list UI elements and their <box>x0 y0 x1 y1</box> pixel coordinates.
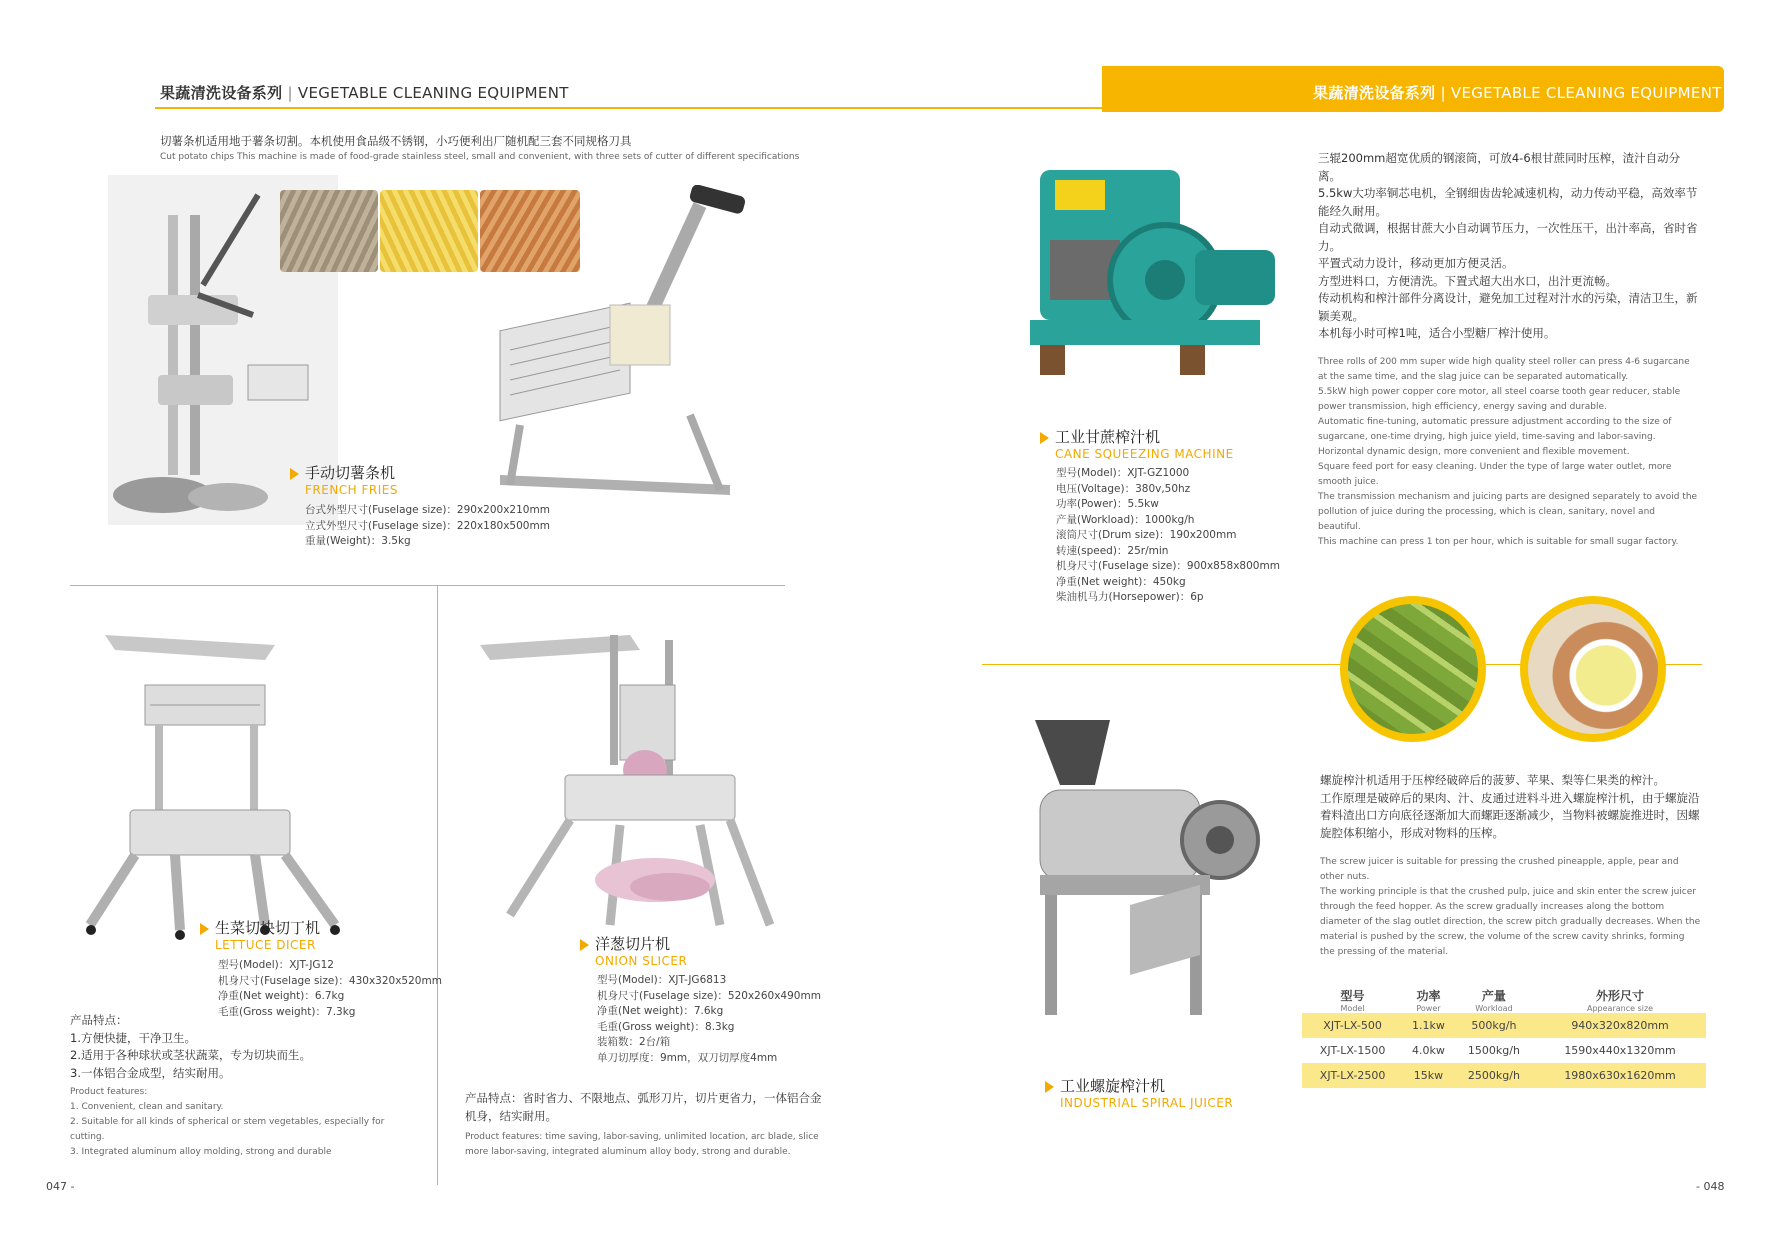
right-header-en: VEGETABLE CLEANING EQUIPMENT <box>1450 84 1722 102</box>
spiral-desc-en <box>1320 855 1702 960</box>
spec-line: 产量(Workload)：1000kg/h <box>1056 513 1195 526</box>
col-header-cn: 型号 <box>1340 989 1365 1003</box>
onion-title-cn: 洋葱切片机 <box>595 935 671 953</box>
spec-line: 毛重(Gross weight)：7.3kg <box>218 1005 356 1018</box>
desc-line: The transmission mechanism and juicing parts are designed separately to avoid the pollution of juice during the processing, which is clean, sanitary, novel and beautiful. <box>1318 492 1698 532</box>
onion-features-en: Product features: time saving, labor-saving, unlimited location, arc blade, slice more labor-saving, integrated aluminum alloy body, strong and durable. <box>465 1132 819 1157</box>
cane-machine-image <box>1000 150 1290 420</box>
desc-line: 方型进料口，方便清洗。下置式超大出水口，出汁更流畅。 <box>1318 273 1617 288</box>
fries-title <box>290 462 398 497</box>
desc-line: 螺旋榨汁机适用于压榨经破碎后的菠萝、苹果、梨等仁果类的榨汁。 <box>1320 773 1665 787</box>
desc-line: 自动式微调，根据甘蔗大小自动调节压力，一次性压干，出汁率高，省时省力。 <box>1318 221 1698 253</box>
right-header-cn: 果蔬清洗设备系列 <box>1313 84 1436 102</box>
spec-line: 型号(Model)：XJT-JG6813 <box>597 974 727 986</box>
spec-line: 机身尺寸(Fuselage size)：430x320x520mm <box>218 974 442 987</box>
desc-line: 三辊200mm超宽优质的钢滚筒，可放4-6根甘蔗同时压榨，渣汁自动分离。 <box>1318 151 1681 183</box>
fries-title-cn: 手动切薯条机 <box>305 464 396 482</box>
triangle-bullet-icon <box>290 468 299 480</box>
desc-line: Three rolls of 200 mm super wide high quality steel roller can press 4-6 sugarcane at the same time, and the slag juice can be separated automatically. <box>1318 357 1690 382</box>
table-cell: 2500kg/h <box>1454 1063 1534 1088</box>
cane-title-en: CANE SQUEEZING MACHINE <box>1055 447 1234 461</box>
col-header-cn: 功率 <box>1416 989 1441 1003</box>
left-header-line <box>155 107 1103 109</box>
spec-line: 型号(Model)：XJT-JG12 <box>218 959 334 971</box>
lettuce-features-cn <box>70 1012 420 1082</box>
feature-line: 3. Integrated aluminum alloy molding, strong and durable <box>70 1147 332 1157</box>
desc-line: Automatic fine-tuning, automatic pressure adjustment according to the size of sugarcane, one-time drying, high juice yield, time-saving and labor-saving. <box>1318 417 1672 442</box>
col-header-en: Model <box>1340 1004 1365 1013</box>
desc-line: 平置式动力设计，移动更加方便灵活。 <box>1318 256 1514 270</box>
spec-line: 型号(Model)：XJT-GZ1000 <box>1056 467 1190 479</box>
lettuce-specs <box>218 958 442 1020</box>
lettuce-title <box>200 917 320 952</box>
left-header <box>160 82 569 103</box>
spec-line: 功率(Power)：5.5kw <box>1056 498 1159 510</box>
triangle-bullet-icon <box>1045 1081 1054 1093</box>
sugarcane-photo <box>1340 596 1486 742</box>
spec-line: 重量(Weight)：3.5kg <box>305 535 411 547</box>
fries-photo-2 <box>380 190 478 272</box>
fries-specs <box>305 503 550 550</box>
spec-line: 净重(Net weight)：6.7kg <box>218 990 345 1002</box>
col-model <box>1302 985 1403 1013</box>
table-cell: 500kg/h <box>1454 1013 1534 1038</box>
desc-line: 工作原理是破碎后的果肉、汁、皮通过进料斗进入螺旋榨汁机，由于螺旋沿着料渣出口方向底径逐渐加大而螺距逐渐减少，当物料被螺旋推进时，因螺旋腔体积缩小，形成对物料的压榨。 <box>1320 790 1700 840</box>
spiral-juicer-image <box>1020 715 1300 1035</box>
spec-line: 净重(Net weight)：450kg <box>1056 575 1186 588</box>
desc-line: 传动机构和榨汁部件分离设计，避免加工过程对汁水的污染，清洁卫生，新颖美观。 <box>1318 291 1698 323</box>
desc-line: The working principle is that the crushed pulp, juice and skin enter the screw juicer through the feed hopper. As the screw gradually increases along the bottom diameter of the slag outlet direction, the screw pitch gradually decreases. When the material is pushed by the screw, the volume of the screw cavity shrinks, forming the pressing of the material. <box>1320 887 1701 957</box>
table-cell: 1590x440x1320mm <box>1564 1044 1676 1057</box>
lettuce-title-cn: 生菜切块切丁机 <box>215 919 321 937</box>
page-number-right: - 048 <box>1696 1180 1725 1193</box>
cane-desc-cn <box>1318 150 1700 343</box>
cane-specs <box>1056 466 1280 606</box>
col-workload <box>1454 985 1534 1013</box>
col-header-cn: 产量 <box>1481 989 1506 1003</box>
col-header-en: Appearance size <box>1586 1004 1654 1013</box>
spec-line: 净重(Net weight)：7.6kg <box>597 1005 724 1017</box>
spiral-desc-cn <box>1320 772 1702 842</box>
feature-line: 2. Suitable for all kinds of spherical or stem vegetables, especially for cutting. <box>70 1117 385 1142</box>
table-cell: XJT-LX-2500 <box>1302 1063 1403 1088</box>
right-header-sep: | <box>1440 84 1446 102</box>
feature-line: 2.适用于各种球状或茎状蔬菜，专为切块而生。 <box>70 1048 311 1062</box>
desc-line: Horizontal dynamic design, more convenient and flexible movement. <box>1318 447 1630 457</box>
table-row <box>1302 1038 1706 1063</box>
onion-features-cn: 产品特点：省时省力、不限地点、弧形刀片，切片更省力，一体铝合金机身，结实耐用。 <box>465 1091 822 1123</box>
desc-line: The screw juicer is suitable for pressing the crushed pineapple, apple, pear and other nuts. <box>1320 857 1679 882</box>
onion-title <box>580 933 687 968</box>
spec-line: 机身尺寸(Fuselage size)：900x858x800mm <box>1056 560 1280 572</box>
spec-line: 电压(Voltage)：380v,50hz <box>1056 482 1191 495</box>
spiral-spec-table <box>1302 985 1706 1088</box>
col-header-en: Power <box>1416 1004 1441 1013</box>
onion-specs <box>597 973 821 1066</box>
features-heading: Product features: <box>70 1087 148 1097</box>
col-size <box>1534 985 1706 1013</box>
desc-line: 5.5kw大功率铜芯电机，全钢细齿齿轮减速机构，动力传动平稳，高效率节能经久耐用。 <box>1318 186 1698 218</box>
table-cell: 1980x630x1620mm <box>1534 1063 1706 1088</box>
triangle-bullet-icon <box>200 923 209 935</box>
table-row <box>1302 1013 1706 1038</box>
page-number-left: 047 - <box>46 1180 75 1193</box>
spec-line: 机身尺寸(Fuselage size)：520x260x490mm <box>597 989 821 1002</box>
spiral-title <box>1045 1075 1233 1110</box>
col-header-cn: 外形尺寸 <box>1596 989 1645 1003</box>
section-divider <box>70 585 785 586</box>
spec-line: 装箱数：2台/箱 <box>597 1036 671 1048</box>
spec-line: 滚筒尺寸(Drum size)：190x200mm <box>1056 529 1237 541</box>
table-cell: 940x320x820mm <box>1534 1013 1706 1038</box>
table-cell: XJT-LX-500 <box>1302 1013 1403 1038</box>
col-header-en: Workload <box>1475 1004 1513 1013</box>
column-divider <box>437 585 438 1185</box>
triangle-bullet-icon <box>580 939 589 951</box>
lettuce-features-en <box>70 1085 400 1160</box>
fries-photo-1 <box>280 190 378 272</box>
spec-line: 毛重(Gross weight)：8.3kg <box>597 1020 735 1033</box>
spiral-title-en: INDUSTRIAL SPIRAL JUICER <box>1060 1096 1234 1110</box>
spec-line: 台式外型尺寸(Fuselage size)：290x200x210mm <box>305 504 550 516</box>
fries-intro-en: Cut potato chips This machine is made of food-grade stainless steel, small and convenient, with three sets of cutter of different specifications <box>160 152 800 162</box>
cane-juice-photo <box>1520 596 1666 742</box>
spec-line: 单刀切厚度：9mm，双刀切厚度4mm <box>597 1051 778 1064</box>
feature-line: 1.方便快捷，干净卫生。 <box>70 1030 196 1045</box>
desc-line: Square feed port for easy cleaning. Under the type of large water outlet, more smooth juice. <box>1318 462 1672 487</box>
feature-line: 3.一体铝合金成型，结实耐用。 <box>70 1065 231 1080</box>
cane-desc-en <box>1318 355 1700 550</box>
table-cell: 4.0kw <box>1412 1044 1445 1057</box>
lettuce-title-en: LETTUCE DICER <box>215 938 316 952</box>
right-header <box>1313 82 1722 103</box>
lettuce-dicer-image <box>85 625 345 945</box>
table-header-row <box>1302 985 1706 1013</box>
left-header-en: VEGETABLE CLEANING EQUIPMENT <box>297 84 569 102</box>
features-heading: 产品特点： <box>70 1013 128 1027</box>
cane-title-cn: 工业甘蔗榨汁机 <box>1055 428 1161 446</box>
table-cell: 15kw <box>1403 1063 1454 1088</box>
spec-line: 立式外型尺寸(Fuselage size)：220x180x500mm <box>305 519 550 532</box>
fries-title-en: FRENCH FRIES <box>305 483 398 497</box>
left-header-cn: 果蔬清洗设备系列 <box>160 84 283 102</box>
triangle-bullet-icon <box>1040 432 1049 444</box>
lever-fry-cutter-image <box>480 185 750 515</box>
spiral-title-cn: 工业螺旋榨汁机 <box>1060 1077 1166 1095</box>
onion-title-en: ONION SLICER <box>595 954 688 968</box>
left-header-sep: | <box>287 84 293 102</box>
desc-line: 本机每小时可榨1吨，适合小型糖厂榨汁使用。 <box>1318 326 1556 340</box>
onion-slicer-image <box>470 625 790 940</box>
table-cell: 1500kg/h <box>1467 1044 1520 1057</box>
col-power <box>1403 985 1454 1013</box>
table-cell: 1.1kw <box>1403 1013 1454 1038</box>
fries-intro-cn: 切薯条机适用地于薯条切割。本机使用食品级不锈钢，小巧便利出厂随机配三套不同规格刀具 <box>160 134 632 148</box>
spec-line: 转速(speed)：25r/min <box>1056 544 1169 557</box>
desc-line: 5.5kW high power copper core motor, all steel coarse tooth gear reducer, stable power transmission, high efficiency, energy saving and durable. <box>1318 387 1681 412</box>
table-row <box>1302 1063 1706 1088</box>
desc-line: This machine can press 1 ton per hour, which is suitable for small sugar factory. <box>1318 537 1679 547</box>
spec-line: 柴油机马力(Horsepower)：6p <box>1056 591 1204 603</box>
feature-line: 1. Convenient, clean and sanitary. <box>70 1102 224 1112</box>
table-cell: XJT-LX-1500 <box>1319 1044 1386 1057</box>
cane-title <box>1040 426 1234 461</box>
